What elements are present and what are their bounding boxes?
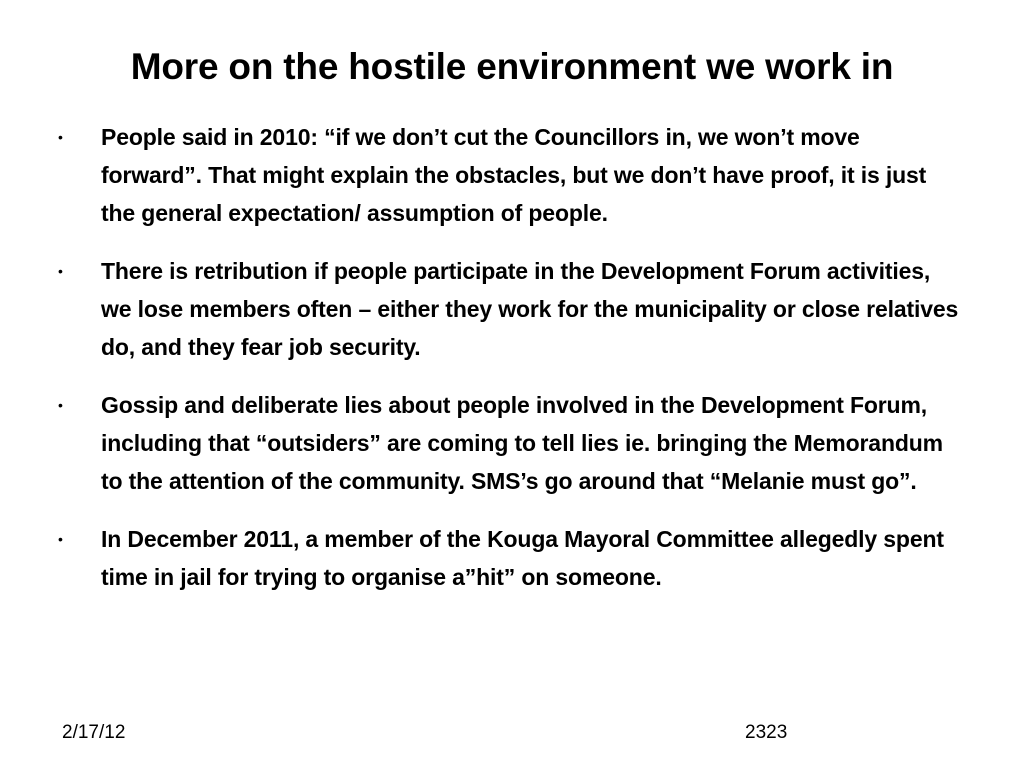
bullet-item-4 xyxy=(0,520,1024,596)
slide-title: More on the hostile environment we work in xyxy=(130,46,894,87)
bullet-text: Gossip and deliberate lies about people involved in the Development Forum, including that “outsiders” are coming to tell lies ie. bringing the Memorandum to the attention of the community. SMS’s go around that “Melanie must go”. xyxy=(101,392,943,494)
bullet-text: People said in 2010: “if we don’t cut the Councillors in, we won’t move forward”. That might explain the obstacles, but we don’t have proof, it is just the general expectation/ assumption of people. xyxy=(101,124,927,226)
bullet-list xyxy=(0,118,1024,616)
bullet-dot-icon: • xyxy=(58,129,63,145)
bullet-dot-icon: • xyxy=(58,263,63,279)
bullet-text: There is retribution if people participate in the Development Forum activities, we lose members often – either they work for the municipality or close relatives do, and they fear job security. xyxy=(101,258,959,360)
bullet-item-2 xyxy=(0,252,1024,366)
bullet-item-1 xyxy=(0,118,1024,232)
bullet-dot-icon: • xyxy=(58,531,63,547)
bullet-text: In December 2011, a member of the Kouga Mayoral Committee allegedly spent time in jail for trying to organise a”hit” on someone. xyxy=(101,526,944,590)
footer-date: 2/17/12 xyxy=(62,722,126,743)
bullet-item-3 xyxy=(0,386,1024,500)
bullet-dot-icon: • xyxy=(58,397,63,413)
footer-page-number: 2323 xyxy=(745,722,788,743)
